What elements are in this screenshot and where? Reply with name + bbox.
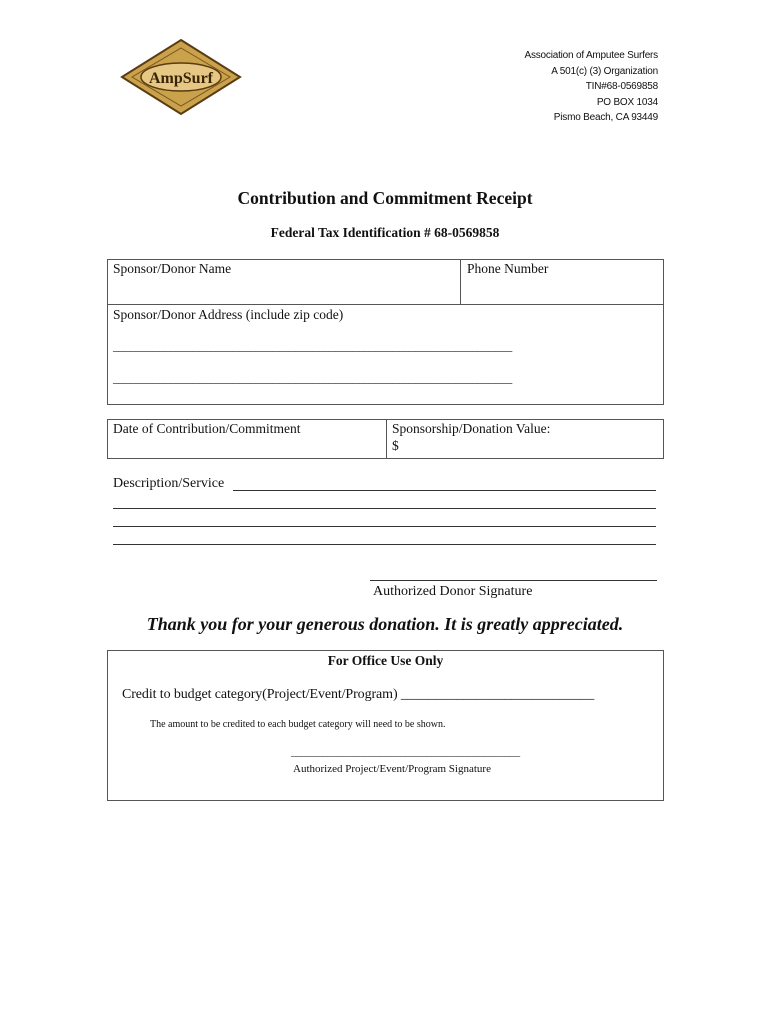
office-use-heading: For Office Use Only: [327, 653, 444, 668]
address-line-1[interactable]: ______________________________________________________________________: [113, 339, 513, 353]
ampsurf-logo: [120, 38, 242, 116]
description-line-1[interactable]: [113, 508, 656, 509]
org-type: A 501(c) (3) Organization: [551, 65, 658, 77]
budget-note: The amount to be credited to each budget category will need to be shown.: [150, 719, 446, 730]
program-signature-line[interactable]: ____________________________________________: [291, 746, 520, 758]
donor-name-field[interactable]: Sponsor/Donor Name: [113, 261, 232, 276]
org-city: Pismo Beach, CA 93449: [553, 112, 658, 123]
logo-text: AmpSurf: [148, 70, 214, 87]
page-title: Contribution and Commitment Receipt: [237, 188, 533, 208]
description-label: Description/Service: [113, 476, 225, 491]
donor-address-label: Sponsor/Donor Address (include zip code): [113, 307, 344, 322]
donor-box-divider-v: [460, 259, 461, 305]
phone-number-field[interactable]: Phone Number: [467, 261, 549, 276]
description-line-0[interactable]: [233, 490, 656, 491]
tax-id-subtitle: Federal Tax Identification # 68-0569858: [270, 225, 500, 240]
program-signature-label: Authorized Project/Event/Program Signature: [293, 763, 491, 775]
donor-box-divider-h: [107, 304, 664, 305]
donation-value-field[interactable]: Sponsorship/Donation Value:: [392, 421, 551, 436]
donor-signature-line[interactable]: [370, 580, 657, 581]
budget-category-field[interactable]: Credit to budget category(Project/Event/Program) ____________________________: [122, 687, 595, 702]
org-pobox: PO BOX 1034: [596, 96, 658, 108]
description-line-3[interactable]: [113, 544, 656, 545]
donor-signature-label: Authorized Donor Signature: [373, 584, 533, 599]
description-line-2[interactable]: [113, 526, 656, 527]
currency-symbol: $: [392, 438, 399, 453]
org-name: Association of Amputee Surfers: [524, 50, 658, 61]
contribution-divider: [386, 419, 387, 459]
org-tin: TIN#68-0569858: [585, 81, 658, 92]
thank-you-message: Thank you for your generous donation. It is greatly appreciated.: [146, 614, 624, 634]
organization-info: [524, 48, 658, 126]
address-line-2[interactable]: ______________________________________________________________________: [113, 371, 513, 385]
contribution-date-field[interactable]: Date of Contribution/Commitment: [113, 421, 301, 436]
